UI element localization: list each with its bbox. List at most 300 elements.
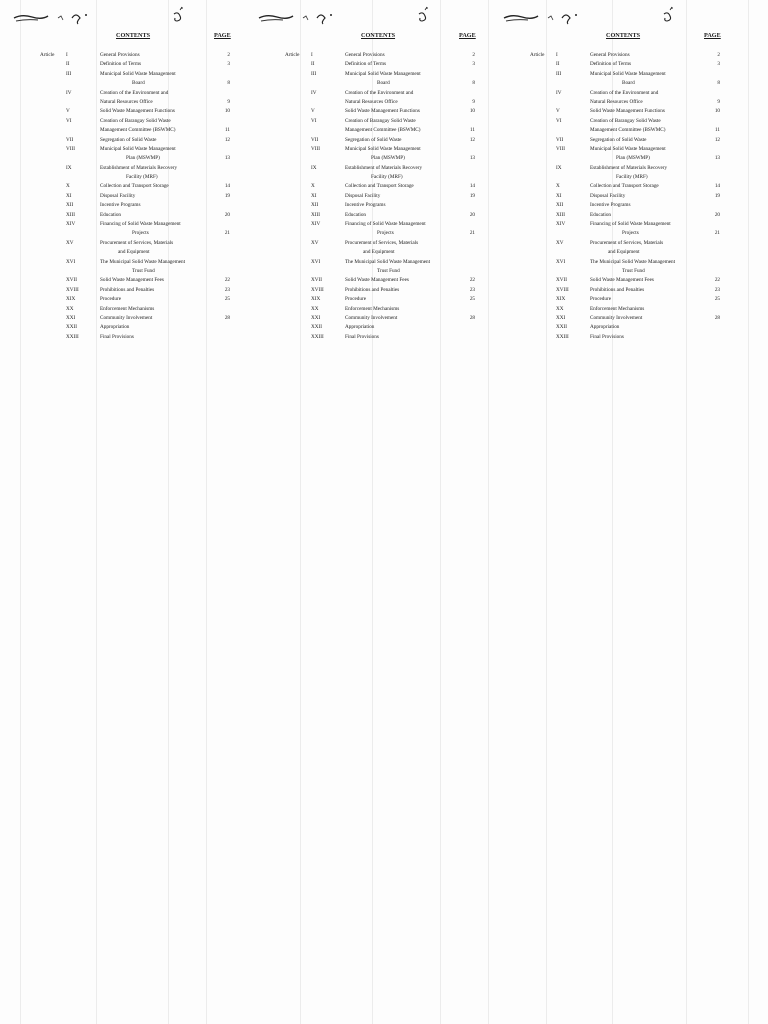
article-number: XXIII [311,333,324,340]
toc-row [502,201,747,210]
article-number: I [311,52,313,58]
article-title: Facility (MRF) [371,174,403,181]
article-title: Creation of Barangay Solid Waste [345,117,416,124]
toc-row [257,276,502,285]
article-title: Plan (MSWMP) [371,155,405,162]
page-number: 10 [714,108,720,115]
article-number: I [66,52,68,58]
toc-row [257,286,502,295]
article-title: and Equipment [118,249,150,256]
page-number: 14 [224,183,230,190]
toc-row [257,211,502,220]
toc-row [257,258,502,267]
toc-row [12,276,257,285]
article-number: XIV [556,221,566,228]
page-number: 22 [469,277,475,284]
toc-row [502,79,747,88]
article-number: XVI [66,258,76,265]
page-heading: PAGE [459,32,476,39]
page-number: 2 [227,52,230,58]
article-number: XXI [556,314,566,321]
toc-row [257,182,502,191]
toc-row [12,136,257,145]
toc-row [502,314,747,323]
article-title: Segregation of Solid Waste [100,136,157,143]
article-title: Enforcement Mechanisms [345,305,400,312]
article-title: Incentive Programs [100,202,141,209]
toc-row [12,229,257,238]
page-number: 21 [224,230,230,237]
article-number: XII [556,202,564,209]
handwritten-scribble [502,6,747,28]
article-number: VIII [66,145,75,152]
page-number: 8 [717,80,720,87]
article-number: VIII [556,145,565,152]
toc-row [12,286,257,295]
article-title: and Equipment [608,249,640,256]
article-title: Establishment of Materials Recovery [590,164,668,171]
toc-row [502,136,747,145]
article-title: Municipal Solid Waste Management [590,70,666,77]
article-title: Solid Waste Management Fees [590,277,654,284]
article-title: Appropriation [590,324,620,331]
article-number: XVIII [311,286,324,293]
article-title: Disposal Facility [590,192,626,199]
toc-row [12,201,257,210]
article-title: Collection and Transport Storage [100,183,169,190]
article-number: VI [66,117,72,124]
toc-row [12,60,257,69]
toc-row [257,201,502,210]
article-number: XXIII [556,333,569,340]
page-number: 3 [227,61,230,68]
page-number: 11 [715,127,720,134]
article-number: VII [556,136,564,143]
toc-row [257,229,502,238]
article-number: III [556,70,562,77]
toc-row [257,126,502,135]
page-number: 3 [717,61,720,68]
toc-row [12,145,257,154]
article-title: Appropriation [345,324,375,331]
toc-row [12,333,257,342]
article-title: Municipal Solid Waste Management [100,70,176,77]
page-number: 28 [224,314,230,321]
article-title: Trust Fund [622,267,645,274]
article-number: V [556,108,560,115]
article-title: Procurement of Services, Materials [100,239,174,246]
page-number: 28 [714,314,720,321]
article-title: Management Committee (BSWMC) [100,127,176,134]
toc-row [257,107,502,116]
article-title: Natural Resources Office [590,98,643,105]
article-title: Creation of the Environment and [100,89,169,96]
page-number: 21 [714,230,720,237]
article-title: General Provisions [345,52,385,58]
toc-row [502,276,747,285]
article-number: X [66,183,70,190]
page-number: 10 [469,108,475,115]
handwritten-scribble [257,6,502,28]
article-title: Management Committee (BSWMC) [590,127,666,134]
article-number: XIX [66,296,76,303]
page-heading: PAGE [704,32,721,39]
toc-row [502,239,747,248]
article-title: Education [100,211,122,218]
page-number: 11 [225,127,230,134]
article-number: XVII [311,277,322,284]
contents-heading: CONTENTS [361,32,396,39]
article-title: The Municipal Solid Waste Management [590,258,676,265]
toc-row [12,70,257,79]
article-number: XVII [66,277,77,284]
article-number: II [311,61,315,68]
toc-row [12,258,257,267]
toc-row [257,267,502,276]
toc-row [502,164,747,173]
contents-heading: CONTENTS [606,32,641,39]
toc-row [257,314,502,323]
page-number: 28 [469,314,475,321]
article-title: Prohibitions and Penalties [345,286,400,293]
toc-row [502,258,747,267]
article-title: Final Provisions [345,333,379,340]
article-number: VII [311,136,319,143]
toc-row [502,70,747,79]
page-number: 9 [227,98,230,105]
page-number: 12 [714,136,720,143]
article-title: Education [345,211,367,218]
toc-row [257,51,502,60]
article-number: XIII [556,211,565,218]
article-number: XXII [556,324,567,331]
article-number: V [311,108,315,115]
toc-row [257,323,502,332]
toc-row [502,173,747,182]
toc-row [502,267,747,276]
toc-row [257,333,502,342]
article-number: IX [556,164,562,171]
article-title: Municipal Solid Waste Management [590,145,666,152]
article-title: The Municipal Solid Waste Management [100,258,186,265]
article-title: Enforcement Mechanisms [590,305,645,312]
toc-list [502,51,747,342]
article-title: and Equipment [363,249,395,256]
toc-panel-left [12,0,257,1024]
page-number: 23 [714,286,720,293]
article-number: XIX [311,296,321,303]
page-number: 2 [717,52,720,58]
toc-row [257,220,502,229]
toc-row [12,173,257,182]
toc-row [257,192,502,201]
article-title: Facility (MRF) [616,174,648,181]
article-number: III [311,70,317,77]
toc-row [12,211,257,220]
article-title: Procedure [590,296,612,303]
toc-row [12,79,257,88]
article-number: VII [66,136,74,143]
toc-header [502,32,747,44]
toc-row [502,248,747,257]
page-number: 2 [472,52,475,58]
article-number: XIII [66,211,75,218]
toc-row [12,89,257,98]
toc-row [502,192,747,201]
toc-row [257,89,502,98]
toc-row [12,239,257,248]
toc-row [502,220,747,229]
article-title: Segregation of Solid Waste [345,136,402,143]
article-title: Incentive Programs [590,202,631,209]
toc-row [502,305,747,314]
article-number: XVII [556,277,567,284]
article-title: Facility (MRF) [126,174,158,181]
article-title: Establishment of Materials Recovery [100,164,178,171]
toc-row [257,295,502,304]
page-number: 22 [224,277,230,284]
article-title: Solid Waste Management Functions [100,108,175,115]
page-number: 20 [714,211,720,218]
article-title: Solid Waste Management Functions [345,108,420,115]
article-number: XIII [311,211,320,218]
page-number: 12 [224,136,230,143]
article-number: VI [556,117,562,124]
article-title: Appropriation [100,324,130,331]
toc-row [502,154,747,163]
toc-row [502,295,747,304]
toc-row [257,70,502,79]
toc-row [502,229,747,238]
toc-row [257,239,502,248]
toc-row [257,305,502,314]
article-number: XV [311,239,319,246]
article-number: XXII [66,324,77,331]
article-title: Collection and Transport Storage [590,183,659,190]
article-title: Projects [377,230,394,237]
article-number: XV [66,239,74,246]
article-number: X [311,183,315,190]
toc-row [257,98,502,107]
article-title: Plan (MSWMP) [616,155,650,162]
article-title: Natural Resources Office [345,98,398,105]
contents-heading: CONTENTS [116,32,151,39]
page-number: 25 [469,296,475,303]
article-label: Article [530,52,545,58]
page-number: 19 [714,192,720,199]
article-title: Financing of Solid Waste Management [590,221,671,228]
article-title: Creation of the Environment and [590,89,659,96]
article-title: Procedure [100,296,122,303]
article-number: XI [556,192,562,199]
article-title: Final Provisions [100,333,134,340]
toc-row [12,314,257,323]
toc-row [502,323,747,332]
toc-row [12,305,257,314]
article-title: Municipal Solid Waste Management [345,145,421,152]
toc-header [12,32,257,44]
toc-row [12,154,257,163]
article-title: Trust Fund [377,267,400,274]
article-title: Board [132,80,145,87]
article-number: XXIII [66,333,79,340]
page-number: 23 [469,286,475,293]
article-title: Segregation of Solid Waste [590,136,647,143]
toc-row [502,107,747,116]
article-title: Financing of Solid Waste Management [345,221,426,228]
article-title: Procurement of Services, Materials [590,239,664,246]
toc-row [12,98,257,107]
article-number: XX [311,305,319,312]
article-title: Community Involvement [590,314,643,321]
toc-row [502,98,747,107]
page-number: 13 [469,155,475,162]
handwritten-scribble [12,6,257,28]
article-number: XXI [311,314,321,321]
page-number: 20 [224,211,230,218]
page-number: 3 [472,61,475,68]
article-title: Establishment of Materials Recovery [345,164,423,171]
article-number: V [66,108,70,115]
toc-row [12,117,257,126]
toc-panel-middle [257,0,502,1024]
toc-row [502,117,747,126]
article-title: Board [377,80,390,87]
article-number: XVIII [556,286,569,293]
article-title: Prohibitions and Penalties [590,286,645,293]
toc-row [12,107,257,116]
toc-row [12,182,257,191]
page-number: 22 [714,277,720,284]
article-label: Article [40,52,55,58]
article-number: XI [311,192,317,199]
article-number: I [556,52,558,58]
article-number: IV [66,89,72,96]
article-number: XIV [66,221,76,228]
page-number: 13 [714,155,720,162]
article-title: Plan (MSWMP) [126,155,160,162]
article-number: VI [311,117,317,124]
article-title: Disposal Facility [345,192,381,199]
toc-row [502,145,747,154]
article-number: IX [311,164,317,171]
page-number: 19 [469,192,475,199]
article-title: Creation of Barangay Solid Waste [590,117,661,124]
toc-row [12,267,257,276]
article-title: Projects [132,230,149,237]
toc-row [257,60,502,69]
toc-row [12,192,257,201]
article-title: Natural Resources Office [100,98,153,105]
article-title: Incentive Programs [345,202,386,209]
toc-row [12,164,257,173]
toc-row [502,333,747,342]
article-title: Solid Waste Management Fees [100,277,164,284]
article-number: XX [66,305,74,312]
article-number: XV [556,239,564,246]
toc-list [12,51,257,342]
article-number: II [556,61,560,68]
article-title: Solid Waste Management Functions [590,108,665,115]
article-title: Creation of the Environment and [345,89,414,96]
toc-row [257,117,502,126]
article-title: Financing of Solid Waste Management [100,221,181,228]
article-title: Management Committee (BSWMC) [345,127,421,134]
toc-row [12,51,257,60]
page-number: 9 [717,98,720,105]
toc-row [502,286,747,295]
article-title: Definition of Terms [345,61,387,68]
article-number: XII [311,202,319,209]
toc-row [257,136,502,145]
page-number: 10 [224,108,230,115]
toc-row [12,248,257,257]
toc-list [257,51,502,342]
toc-row [502,51,747,60]
toc-row [12,295,257,304]
page-number: 14 [469,183,475,190]
article-title: Disposal Facility [100,192,136,199]
page-number: 11 [470,127,475,134]
article-number: IV [556,89,562,96]
toc-row [257,164,502,173]
article-title: Trust Fund [132,267,155,274]
article-title: The Municipal Solid Waste Management [345,258,431,265]
toc-row [502,211,747,220]
article-title: Procurement of Services, Materials [345,239,419,246]
article-number: XIV [311,221,321,228]
article-title: Board [622,80,635,87]
article-title: General Provisions [100,52,140,58]
article-title: Projects [622,230,639,237]
article-number: XIX [556,296,566,303]
article-title: Enforcement Mechanisms [100,305,155,312]
toc-row [257,248,502,257]
toc-row [502,182,747,191]
article-title: Education [590,211,612,218]
article-number: III [66,70,72,77]
article-title: Definition of Terms [100,61,142,68]
page-number: 12 [469,136,475,143]
article-title: Collection and Transport Storage [345,183,414,190]
toc-row [12,220,257,229]
article-title: Solid Waste Management Fees [345,277,409,284]
article-number: X [556,183,560,190]
article-number: XVIII [66,286,79,293]
page-number: 14 [714,183,720,190]
toc-row [257,154,502,163]
article-number: XXI [66,314,76,321]
page-number: 21 [469,230,475,237]
article-title: Municipal Solid Waste Management [100,145,176,152]
page-number: 25 [224,296,230,303]
article-number: XX [556,305,564,312]
page-number: 19 [224,192,230,199]
toc-row [12,323,257,332]
page-number: 23 [224,286,230,293]
article-number: XXII [311,324,322,331]
toc-row [502,126,747,135]
toc-row [502,89,747,98]
toc-row [502,60,747,69]
article-number: XVI [556,258,566,265]
article-number: XI [66,192,72,199]
article-number: XII [66,202,74,209]
article-title: Creation of Barangay Solid Waste [100,117,171,124]
page-heading: PAGE [214,32,231,39]
article-title: Definition of Terms [590,61,632,68]
article-number: IV [311,89,317,96]
